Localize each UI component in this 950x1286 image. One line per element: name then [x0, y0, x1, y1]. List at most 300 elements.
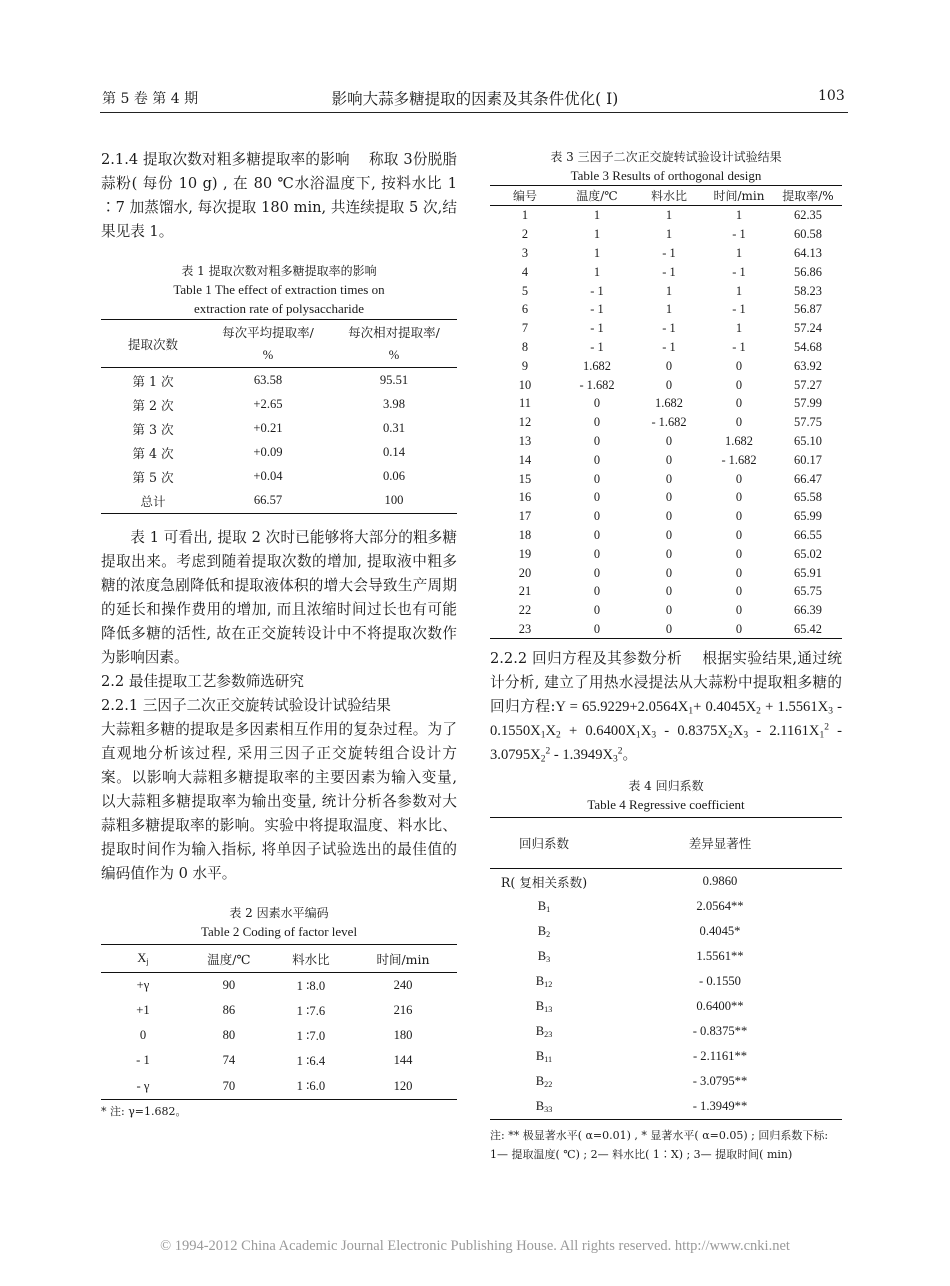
table-1-cell: 95.51	[379, 372, 409, 387]
table-3-caption-cn: 表 3 三因子二次正交旋转试验设计试验结果	[550, 150, 782, 164]
table-4-coef-name: R( 复相关系数)	[500, 875, 588, 891]
table-4-sig-cell: 0.4045*	[699, 924, 741, 939]
table-3-cell: 0	[735, 621, 743, 636]
table-3-cell: 1	[735, 208, 743, 223]
table-4-row	[490, 994, 842, 1019]
table-3-cell: - 1	[732, 227, 746, 242]
eq-sub: 3	[651, 730, 657, 741]
table-3-cell: 65.10	[794, 433, 822, 448]
table-3-cell: - 1	[590, 339, 604, 354]
table-3-cell: 0	[735, 527, 743, 542]
table-3-cell: 0	[593, 509, 601, 524]
table-1-cell: 100	[384, 493, 404, 507]
table-3-cell: 13	[518, 433, 532, 448]
table-1-caption-en-1: Table 1 The effect of extraction times on	[173, 282, 385, 297]
table-3-head-cell: 温度/℃	[576, 189, 618, 203]
table-1-cell: 第 2 次	[132, 397, 174, 413]
table-2-head-time: 时间/min	[376, 951, 430, 967]
table-1-cell: 3.98	[382, 396, 406, 411]
eq-term: - 2.1161X	[756, 723, 820, 740]
eq-sup: 2	[824, 722, 829, 733]
table-3-cell: - 1.682	[721, 452, 757, 467]
left-column	[101, 148, 457, 1121]
table-4-coef-sub: 13	[544, 1005, 553, 1015]
table-3-cell: 4	[521, 264, 529, 279]
table-3-cell: 7	[521, 321, 529, 336]
eq-sub: 1	[636, 730, 641, 741]
table-3-cell: - 1	[662, 321, 676, 336]
table-4-row	[490, 869, 842, 895]
eq-sub: 2	[728, 730, 733, 741]
table-3-cell: 0	[665, 621, 673, 636]
table-4-coef-name: B	[537, 924, 547, 939]
table-3-row	[490, 262, 842, 281]
table-4-row	[490, 1094, 842, 1120]
table-3-cell: 0	[735, 490, 743, 505]
table-3-cell: 5	[521, 283, 529, 298]
eq-term: - 3.0795X	[490, 723, 843, 764]
eq-sup: 2	[545, 746, 551, 757]
copyright-footer: © 1994-2012 China Academic Journal Electronic Publishing House. All rights reserved. http://www.cnki.net	[160, 1238, 790, 1254]
table-2-cell: +γ	[136, 978, 150, 992]
table-2-cell: 74	[222, 1053, 236, 1067]
eq-sub: 2	[756, 706, 761, 717]
table-3-cell: 57.27	[794, 377, 822, 392]
table-4-coef-cell	[490, 894, 598, 919]
table-3-head-cell: 料水比	[650, 189, 687, 203]
table-3-row	[490, 450, 842, 469]
table-3-cell: 0	[593, 490, 601, 505]
table-2-cell: 1 ∶8.0	[296, 978, 326, 993]
table-1-head-avg-unit: %	[262, 348, 274, 362]
eq-term: - 0.8375X	[664, 723, 729, 740]
table-3-head-cell: 提取率/%	[782, 189, 834, 203]
table-3-cell: 0	[665, 490, 673, 505]
table-3-cell: 0	[735, 546, 743, 561]
table-3-caption-en: Table 3 Results of orthogonal design	[570, 168, 762, 183]
table-4-coef-sub: 2	[546, 930, 551, 940]
eq-term: X	[545, 723, 556, 740]
table-3-row	[490, 526, 842, 545]
table-4-sig-cell: 0.6400**	[696, 999, 744, 1014]
table-2-cell: 1 ∶6.4	[296, 1053, 326, 1068]
table-3-cell: 0	[593, 471, 601, 486]
table-1-cell: +2.65	[253, 396, 283, 411]
paragraph-table-1-discussion: 表 1 可看出, 提取 2 次时已能够将大部分的粗多糖提取出来。考虑到随着提取次数的增加, 提取液中粗多糖的浓度急剧降低和提取液体积的增大会导致生产周期的延长和操作费用的增加, 而且浓缩时间过长也有可能降低多糖的活性, 故在正交旋转设计中不将提取次数作为影响因素。	[101, 529, 457, 666]
table-4-row	[490, 894, 842, 919]
table-2-head-temp: 温度/℃	[207, 951, 251, 967]
table-1-head-rel: 每次相对提取率/	[348, 325, 440, 340]
table-3-cell: 19	[518, 546, 532, 561]
eq-term: - 0.1550X	[490, 699, 843, 740]
table-4-sig-cell: - 0.1550	[699, 974, 741, 989]
table-4-coef-name: B	[535, 974, 545, 989]
table-1-head-avg: 每次平均提取率/	[222, 325, 314, 340]
table-4-caption-cn: 表 4 回归系数	[628, 779, 704, 794]
table-4-coef-sub: 3	[546, 955, 551, 965]
table-4-row	[490, 969, 842, 994]
table-2-cell: 0	[139, 1028, 147, 1042]
table-4-coef-sub: 11	[544, 1055, 553, 1065]
eq-term: Y = 65.9229+2.0564X	[555, 699, 689, 716]
table-3-cell: 3	[521, 245, 529, 260]
table-4-caption-en: Table 4 Regressive coefficient	[587, 797, 745, 813]
table-3-cell: 1	[665, 227, 673, 242]
table-3-cell: 63.92	[794, 358, 822, 373]
table-4	[490, 777, 842, 1164]
table-2-head-ratio: 料水比	[292, 951, 330, 967]
table-3-cell: 0	[665, 377, 673, 392]
table-4-coef-cell	[490, 869, 598, 895]
table-3-cell: 66.47	[794, 471, 822, 486]
table-3-row	[490, 488, 842, 507]
table-2-cell: +1	[136, 1003, 150, 1017]
table-3-cell: 57.99	[794, 396, 822, 411]
table-3-cell: 16	[518, 490, 532, 505]
table-3-cell: 1	[665, 208, 673, 223]
table-3-cell: 8	[521, 339, 529, 354]
table-3-cell: 65.75	[794, 584, 822, 599]
table-3-cell: 1	[735, 245, 743, 260]
table-3-row	[490, 338, 842, 357]
table-4-row	[490, 919, 842, 944]
table-1-grid	[101, 319, 457, 514]
table-3-row	[490, 244, 842, 263]
table-2-cell: 90	[222, 978, 236, 992]
table-1-cell: +0.09	[253, 444, 283, 459]
table-3-cell: 0	[665, 433, 673, 448]
table-3-cell: - 1	[662, 264, 676, 279]
table-4-coef-cell	[490, 994, 598, 1019]
table-3-cell: 0	[593, 433, 601, 448]
table-3-cell: 0	[735, 396, 743, 411]
eq-term: - 1.3949X	[553, 747, 614, 764]
header-rule	[100, 112, 848, 113]
table-4-coef-name: B	[535, 1074, 545, 1089]
table-3-cell: 1	[665, 283, 673, 298]
table-3-cell: 1	[593, 208, 601, 223]
table-2-note: * 注: γ=1.682。	[101, 1105, 187, 1118]
table-2	[101, 904, 457, 1121]
table-4-coef-cell	[490, 969, 598, 994]
section-2-2-2-heading: 2.2.2 回归方程及其参数分析	[490, 650, 683, 668]
table-3-row	[490, 375, 842, 394]
table-3-cell: 58.23	[794, 283, 822, 298]
table-2-head-xj-sub: j	[146, 957, 149, 967]
table-2-caption-en: Table 2 Coding of factor level	[200, 924, 358, 939]
table-4-sig-cell: - 0.8375**	[692, 1024, 748, 1039]
table-1-cell: 0.31	[382, 420, 406, 435]
table-3-cell: 65.99	[794, 509, 822, 524]
table-3-grid	[490, 185, 842, 639]
table-3-cell: - 1	[590, 302, 604, 317]
table-4-note-1: 注: ** 极显著水平( α=0.01) , * 显著水平( α=0.05) ; 回归系数下标:	[490, 1129, 829, 1143]
eq-sub: 3	[743, 730, 749, 741]
table-3-cell: 1.682	[725, 433, 753, 448]
table-1-cell: 第 4 次	[132, 445, 174, 461]
table-1-head-rel-unit: %	[388, 348, 400, 362]
right-column	[490, 148, 842, 1164]
table-3-cell: 64.13	[794, 245, 822, 260]
table-1-cell: 总计	[140, 494, 166, 509]
eq-sub: 1	[688, 706, 694, 717]
table-3-cell: 0	[665, 527, 673, 542]
table-3-cell: 65.91	[794, 565, 822, 580]
table-3-cell: 18	[518, 527, 532, 542]
table-2-cell: 144	[393, 1053, 413, 1067]
table-2-head-xj	[101, 945, 185, 973]
running-title: 影响大蒜多糖提取的因素及其条件优化( Ⅰ)	[331, 90, 619, 108]
table-4-grid	[490, 817, 842, 1120]
table-4-coef-name: B	[535, 999, 545, 1014]
table-3-row	[490, 319, 842, 338]
table-1-cell: +0.21	[253, 420, 283, 435]
eq-sub: 1	[540, 730, 546, 741]
table-2-cell: 70	[222, 1078, 236, 1093]
table-3-cell: 0	[735, 584, 743, 599]
table-2-cell: - 1	[136, 1053, 150, 1067]
table-3-cell: 1	[521, 208, 529, 223]
table-3	[490, 148, 842, 639]
table-3-cell: - 1	[732, 339, 746, 354]
table-3-cell: 0	[735, 509, 743, 524]
table-2-grid	[101, 944, 457, 1100]
eq-term: + 0.4045X	[693, 699, 757, 716]
table-3-cell: 60.58	[794, 227, 822, 242]
table-3-cell: 22	[518, 603, 532, 618]
table-3-cell: 0	[665, 546, 673, 561]
page-number: 103	[818, 88, 845, 104]
table-3-row	[490, 507, 842, 526]
table-4-head-sig: 差异显著性	[688, 836, 752, 852]
table-3-cell: 12	[518, 415, 532, 430]
table-3-cell: 65.02	[794, 546, 822, 561]
eq-term: X	[732, 723, 744, 740]
table-4-sig-cell: - 2.1161**	[692, 1049, 748, 1064]
table-3-cell: 1	[593, 245, 601, 260]
section-2-2-2-lead: 根据实验结果,	[702, 650, 797, 668]
table-4-coef-name: B	[535, 1099, 545, 1114]
table-1-caption-cn: 表 1 提取次数对粗多糖提取率的影响	[181, 264, 377, 278]
table-4-coef-cell	[490, 1019, 598, 1044]
table-3-cell: 1	[735, 321, 743, 336]
table-3-cell: 0	[593, 527, 601, 542]
section-2-2-2-body: 通过统计分析, 建立了用热水浸提法从大蒜粉中提取粗多糖的回归方程:	[490, 650, 842, 716]
table-1-cell: 63.58	[253, 372, 283, 387]
table-3-cell: 0	[735, 377, 743, 392]
table-3-cell: 11	[519, 396, 531, 411]
table-2-cell: 120	[393, 1078, 413, 1093]
table-4-sig-cell: - 1.3949**	[692, 1099, 748, 1114]
table-1-cell: 66.57	[253, 493, 283, 507]
table-4-coef-sub: 22	[544, 1080, 553, 1090]
table-4-coef-sub: 23	[544, 1030, 553, 1040]
section-2-2-1-heading: 2.2.1 三因子二次正交旋转试验设计试验结果	[101, 697, 391, 714]
table-4-sig-cell: 0.9860	[702, 874, 738, 889]
table-4-note-2: 1— 提取温度( ℃) ; 2— 料水比( 1∶X) ; 3— 提取时间( min)	[490, 1148, 793, 1162]
table-3-row	[490, 281, 842, 300]
table-3-row	[490, 469, 842, 488]
table-3-cell: 0	[665, 603, 673, 618]
table-3-row	[490, 300, 842, 319]
eq-sub: 3	[828, 706, 833, 717]
eq-sub: 2	[540, 754, 546, 765]
table-3-cell: 0	[665, 565, 673, 580]
table-3-cell: 0	[593, 415, 601, 430]
table-3-cell: 0	[735, 603, 743, 618]
table-2-cell: 240	[393, 978, 413, 992]
table-2-cell: 1 ∶7.0	[296, 1028, 326, 1043]
table-3-cell: 0	[593, 603, 601, 618]
table-3-cell: - 1	[590, 321, 604, 336]
table-4-sig-cell: - 3.0795**	[692, 1074, 748, 1089]
table-2-cell: 216	[393, 1003, 413, 1017]
table-3-cell: 0	[593, 452, 601, 467]
table-4-sig-cell: 2.0564**	[696, 899, 744, 914]
table-1-cell: 0.06	[382, 468, 406, 483]
eq-sub: 2	[555, 730, 561, 741]
section-2-2-1-body: 大蒜粗多糖的提取是多因素相互作用的复杂过程。为了直观地分析该过程, 采用三因子正交旋转组合设计方案。以影响大蒜粗多糖提取率的主要因素为输入变量, 以大蒜粗多糖提取率为输出变量, 统计分析各参数对大蒜粗多糖提取率的影响。实验中将提取温度、料水比、提取时间作为输入指标, 将单因子试验选出的最佳值的编码值作为 0 水平。	[101, 721, 457, 882]
table-4-coef-name: B	[535, 1024, 545, 1039]
eq-term: + 1.5561X	[765, 699, 829, 716]
table-3-cell: 1	[593, 227, 601, 242]
table-1	[101, 262, 457, 514]
table-3-cell: 1.682	[655, 396, 683, 411]
table-3-row	[490, 225, 842, 244]
table-3-row	[490, 394, 842, 413]
table-3-row	[490, 413, 842, 432]
table-3-cell: 0	[593, 546, 601, 561]
table-2-cell: 1 ∶7.6	[296, 1003, 326, 1018]
table-1-cell: 第 1 次	[132, 373, 174, 389]
table-4-row	[490, 1069, 842, 1094]
table-3-cell: - 1	[662, 339, 676, 354]
table-3-row	[490, 432, 842, 451]
table-4-row	[490, 1019, 842, 1044]
table-3-cell: 57.24	[794, 321, 822, 336]
section-2-2-2	[490, 647, 842, 767]
eq-sup: 2	[617, 746, 623, 757]
table-1-cell: 0.14	[382, 444, 406, 459]
table-3-cell: 6	[521, 302, 529, 317]
table-2-cell: 80	[222, 1028, 236, 1042]
table-4-row	[490, 944, 842, 969]
table-4-head-coef: 回归系数	[518, 836, 569, 852]
table-4-row	[490, 1044, 842, 1069]
table-3-cell: 14	[518, 452, 532, 467]
table-3-cell: 23	[518, 621, 532, 636]
section-2-1-4	[101, 148, 457, 244]
table-4-coef-name: B	[535, 1049, 545, 1064]
table-3-cell: 0	[593, 565, 601, 580]
table-3-cell: - 1.682	[579, 377, 615, 392]
table-3-cell: 1.682	[583, 358, 611, 373]
table-3-cell: 0	[593, 621, 601, 636]
table-3-cell: 0	[735, 415, 743, 430]
table-4-coef-cell	[490, 1069, 598, 1094]
section-2-2-heading: 2.2 最佳提取工艺参数筛选研究	[101, 673, 304, 690]
table-4-sig-cell: 1.5561**	[696, 949, 744, 964]
table-3-cell: 0	[665, 358, 673, 373]
table-4-coef-name: B	[537, 949, 547, 964]
table-2-cell: 86	[222, 1003, 236, 1017]
table-3-cell: 56.87	[794, 302, 822, 317]
eq-sub: 3	[613, 754, 618, 765]
journal-issue: 第 5 卷 第 4 期	[102, 91, 199, 107]
table-1-head-count: 提取次数	[101, 320, 205, 368]
table-2-cell: 180	[393, 1028, 413, 1042]
table-2-cell: 1 ∶6.0	[296, 1079, 326, 1093]
table-3-cell: 57.75	[794, 415, 822, 430]
eq-term: + 0.6400X	[568, 723, 637, 740]
table-3-row	[490, 620, 842, 639]
table-1-cell: +0.04	[253, 468, 283, 483]
table-3-cell: - 1	[590, 283, 604, 298]
section-2-1-4-lead: 称取 3	[369, 151, 413, 168]
table-3-cell: 15	[518, 471, 532, 486]
table-1-cell: 第 5 次	[132, 469, 174, 485]
table-3-cell: 0	[593, 396, 601, 411]
table-3-cell: 0	[735, 471, 743, 486]
table-4-coef-cell	[490, 944, 598, 969]
table-3-row	[490, 563, 842, 582]
table-3-cell: 66.55	[794, 527, 822, 542]
table-3-cell: 1	[665, 302, 673, 317]
table-3-row	[490, 582, 842, 601]
table-4-coef-cell	[490, 1094, 598, 1120]
table-3-cell: 65.58	[794, 490, 822, 505]
table-3-cell: 1	[735, 283, 743, 298]
table-3-cell: 54.68	[794, 339, 822, 354]
eq-sub: 1	[819, 730, 825, 741]
table-4-coef-cell	[490, 1044, 598, 1069]
table-3-cell: 17	[518, 509, 532, 524]
table-3-cell: 56.86	[794, 264, 822, 279]
eq-term: X	[640, 723, 652, 740]
section-2-1-4-body: 份脱脂蒜粉( 每份 10 g) , 在 80 ℃水浴温度下, 按料水比 1 ∶7 加蒸馏水, 每次提取 180 min, 共连续提取 5 次,结果见表 1。	[101, 151, 457, 240]
table-3-cell: 10	[518, 377, 532, 392]
table-3-cell: 60.17	[794, 452, 822, 467]
table-3-row	[490, 544, 842, 563]
table-4-coef-name: B	[537, 899, 547, 914]
table-3-cell: 20	[518, 565, 532, 580]
table-3-cell: 0	[665, 509, 673, 524]
table-4-coef-sub: 12	[544, 980, 553, 990]
table-2-caption-cn: 表 2 因素水平编码	[229, 906, 329, 920]
table-3-cell: 2	[521, 227, 529, 242]
eq-term: 。	[622, 747, 638, 764]
table-4-coef-sub: 1	[546, 905, 551, 915]
table-2-head-xj-letter: X	[137, 951, 147, 965]
section-2-1-4-heading: 2.1.4 提取次数对粗多糖提取率的影响	[101, 151, 350, 168]
table-3-cell: - 1	[732, 264, 746, 279]
table-3-head-cell: 编号	[512, 189, 537, 203]
table-3-cell: - 1	[732, 302, 746, 317]
table-3-cell: 0	[665, 584, 673, 599]
table-3-row	[490, 356, 842, 375]
table-3-cell: 21	[518, 584, 532, 599]
table-3-cell: 9	[521, 358, 529, 373]
table-3-cell: - 1	[662, 245, 676, 260]
table-3-cell: 62.35	[794, 208, 822, 223]
table-1-cell: 第 3 次	[132, 421, 174, 437]
table-3-cell: 0	[735, 358, 743, 373]
table-3-cell: 0	[735, 565, 743, 580]
table-3-cell: 0	[665, 471, 673, 486]
table-3-cell: 1	[593, 264, 601, 279]
table-3-cell: - 1.682	[651, 415, 687, 430]
table-4-coef-sub: 33	[544, 1105, 553, 1115]
